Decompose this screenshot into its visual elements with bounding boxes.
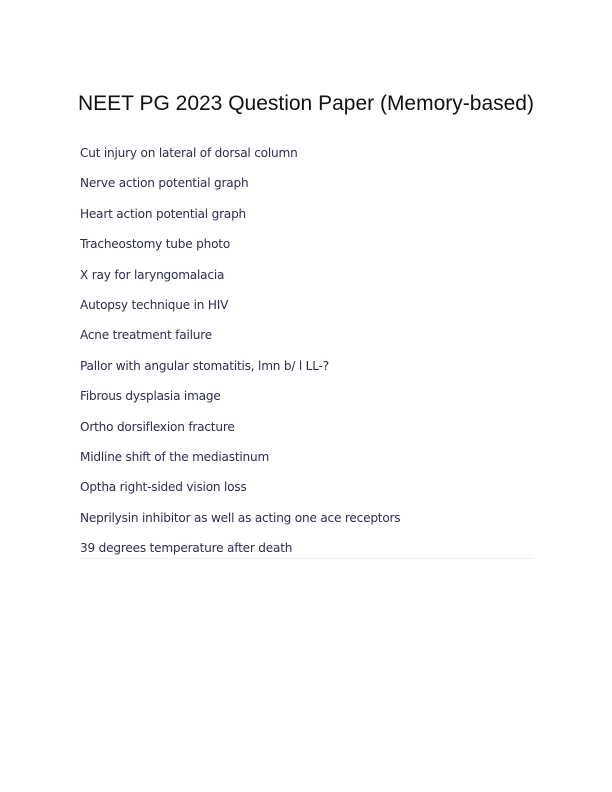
question-list: [80, 143, 540, 559]
list-item: Autopsy technique in HIV: [80, 297, 229, 312]
list-item: Cut injury on lateral of dorsal column: [80, 146, 298, 160]
list-item: Midline shift of the mediastinum: [80, 449, 270, 464]
list-item: Nerve action potential graph: [80, 176, 249, 191]
list-item: Fibrous dysplasia image: [80, 389, 221, 404]
list-item: Neprilysin inhibitor as well as acting one ace receptors: [80, 510, 401, 525]
list-item: X ray for laryngomalacia: [80, 267, 225, 282]
list-item: 39 degrees temperature after death: [80, 538, 533, 559]
list-item: Optha right-sided vision loss: [80, 480, 247, 495]
page-title: NEET PG 2023 Question Paper (Memory-based): [78, 92, 534, 115]
list-item: Heart action potential graph: [80, 206, 247, 221]
list-item: Acne treatment failure: [80, 328, 212, 343]
list-item: Ortho dorsiflexion fracture: [80, 419, 235, 434]
list-item: Pallor with angular stomatitis, lmn b/ l LL-?: [80, 358, 329, 373]
list-item: Tracheostomy tube photo: [80, 237, 231, 252]
